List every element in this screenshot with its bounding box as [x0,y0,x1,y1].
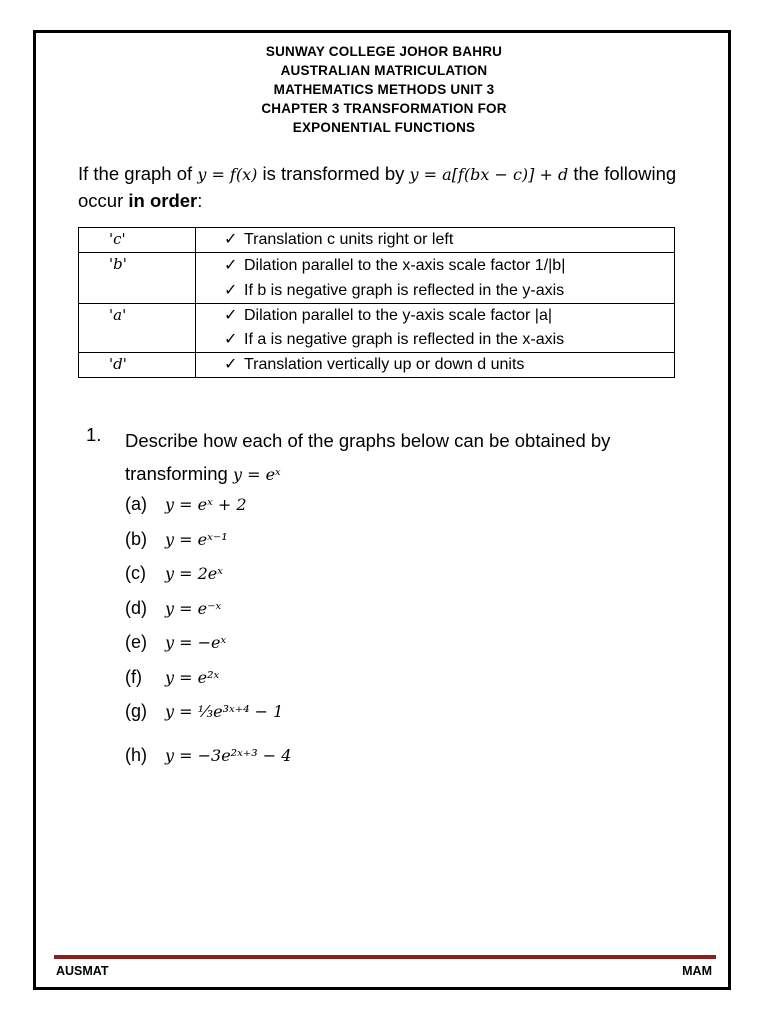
table-row [79,353,675,378]
footer-divider [54,955,716,959]
question-base-equation: y = eˣ [232,465,281,484]
item-equation: y = e⁻ˣ [165,598,222,618]
item-label: (b) [125,528,147,549]
table-key: 'a' [79,304,196,353]
checkmark-icon: ✓ [224,257,238,274]
rule-text: If a is negative graph is reflected in the x-axis [244,331,565,348]
checkmark-icon: ✓ [224,356,238,373]
table-desc [196,253,675,304]
question-number: 1. [86,424,102,445]
question-text [125,424,705,491]
checkmark-icon: ✓ [224,231,238,248]
item-equation: y = e²ˣ [165,667,220,687]
item-equation: y = ⅓e³ˣ⁺⁴ − 1 [165,702,284,721]
checkmark-icon: ✓ [224,307,238,324]
table-row [79,304,675,353]
header-line-2: AUSTRALIAN MATRICULATION [280,63,488,78]
item-label: (e) [125,632,147,652]
transformation-table [78,227,675,378]
footer-left-text: AUSMAT [56,964,109,978]
table-desc [196,353,675,378]
table-desc [196,304,675,353]
item-equation: y = −3e²ˣ⁺³ − 4 [165,746,292,765]
item-equation: y = eˣ + 2 [165,495,247,514]
checkmark-icon: ✓ [224,282,238,299]
checkmark-icon: ✓ [224,331,238,348]
rule-text: Dilation parallel to the y-axis scale factor |a| [244,307,553,324]
item-equation: y = 2eˣ [165,564,223,583]
item-label: (h) [125,745,147,765]
intro-text-3: the following occur [78,163,677,211]
intro-text-2: is transformed by [257,163,410,184]
item-equation: y = −eˣ [165,633,227,652]
rule-text: Translation c units right or left [244,231,454,248]
table-row [79,253,675,304]
table-key: 'd' [79,353,196,378]
item-label: (c) [125,563,146,583]
footer-right-text: MAM [682,964,712,978]
table-key: 'b' [79,253,196,304]
document-header [0,42,768,137]
header-line-4: CHAPTER 3 TRANSFORMATION FOR [261,101,507,116]
item-label: (g) [125,701,147,721]
header-line-5: EXPONENTIAL FUNCTIONS [292,120,476,135]
intro-equation-1: y = f(x) [197,165,258,184]
question-prompt: Describe how each of the graphs below can be obtained by transforming [125,430,611,484]
intro-bold: in order [128,190,198,211]
rule-text: Dilation parallel to the x-axis scale factor 1/|b| [244,257,566,274]
item-label: (f) [125,666,142,687]
item-label: (a) [125,494,147,514]
intro-paragraph [78,161,718,214]
table-desc [196,228,675,253]
item-equation: y = eˣ⁻¹ [165,529,228,549]
intro-text-1: If the graph of [78,163,198,184]
header-line-3: MATHEMATICS METHODS UNIT 3 [273,82,495,97]
table-row [79,228,675,253]
item-label: (d) [125,597,147,618]
intro-equation-2: y = a[f(bx − c)] + d [409,165,569,184]
table-key: 'c' [79,228,196,253]
rule-text: If b is negative graph is reflected in the y-axis [244,282,565,299]
header-line-1: SUNWAY COLLEGE JOHOR BAHRU [265,44,503,59]
intro-text-4: : [197,190,203,211]
rule-text: Translation vertically up or down d units [244,356,525,373]
